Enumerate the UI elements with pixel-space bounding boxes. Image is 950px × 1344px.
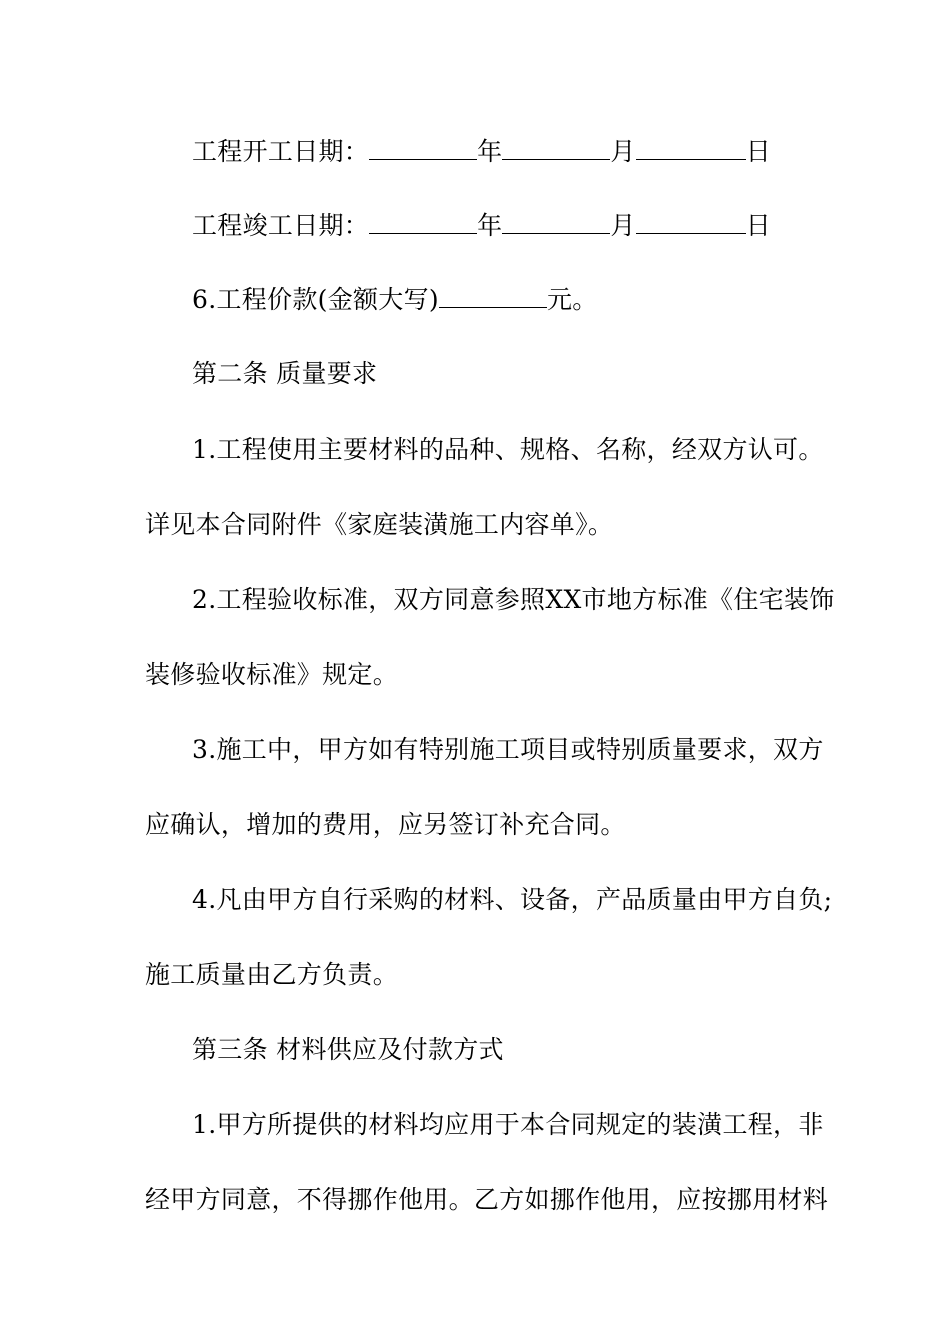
end-day-unit: 日 bbox=[745, 211, 772, 240]
end-month-blank bbox=[502, 211, 610, 234]
article3-item1-line2: 经甲方同意，不得挪作他用。乙方如挪作他用，应按挪用材料 bbox=[145, 1185, 829, 1214]
article3-item1-line1: 1.甲方所提供的材料均应用于本合同规定的装潢工程，非 bbox=[192, 1110, 824, 1139]
start-year-unit: 年 bbox=[477, 137, 503, 166]
article2-item1-line1: 1.工程使用主要材料的品种、规格、名称，经双方认可。 bbox=[192, 435, 824, 464]
article2-title: 第二条 质量要求 bbox=[192, 359, 378, 388]
article2-item4-line1: 4.凡由甲方自行采购的材料、设备，产品质量由甲方自负; bbox=[192, 885, 833, 914]
start-date-label: 工程开工日期： bbox=[192, 137, 370, 166]
start-day-blank bbox=[636, 137, 746, 160]
start-month-unit: 月 bbox=[610, 137, 636, 166]
article2-item2-line1: 2.工程验收标准，双方同意参照XX市地方标准《住宅装饰 bbox=[192, 585, 835, 614]
start-date-line bbox=[192, 136, 862, 168]
price-suffix: 元。 bbox=[546, 285, 598, 314]
end-year-blank bbox=[369, 211, 477, 234]
article2-item2-line2: 装修验收标准》规定。 bbox=[145, 660, 399, 689]
article2-item3-line1: 3.施工中，甲方如有特别施工项目或特别质量要求，双方 bbox=[192, 735, 824, 764]
article3-title: 第三条 材料供应及付款方式 bbox=[192, 1035, 504, 1064]
start-day-unit: 日 bbox=[745, 137, 772, 166]
article2-item3-line2: 应确认，增加的费用，应另签订补充合同。 bbox=[145, 810, 626, 839]
article2-item4-line2: 施工质量由乙方负责。 bbox=[145, 960, 399, 989]
price-blank bbox=[439, 285, 547, 308]
end-date-line bbox=[192, 210, 862, 242]
start-year-blank bbox=[369, 137, 477, 160]
end-date-label: 工程竣工日期： bbox=[192, 211, 370, 240]
price-line bbox=[192, 284, 862, 316]
price-label: 6.工程价款(金额大写) bbox=[192, 285, 439, 314]
article2-item1-line2: 详见本合同附件《家庭装潢施工内容单》。 bbox=[145, 510, 614, 539]
start-month-blank bbox=[502, 137, 610, 160]
end-year-unit: 年 bbox=[477, 211, 503, 240]
end-month-unit: 月 bbox=[610, 211, 636, 240]
end-day-blank bbox=[636, 211, 746, 234]
